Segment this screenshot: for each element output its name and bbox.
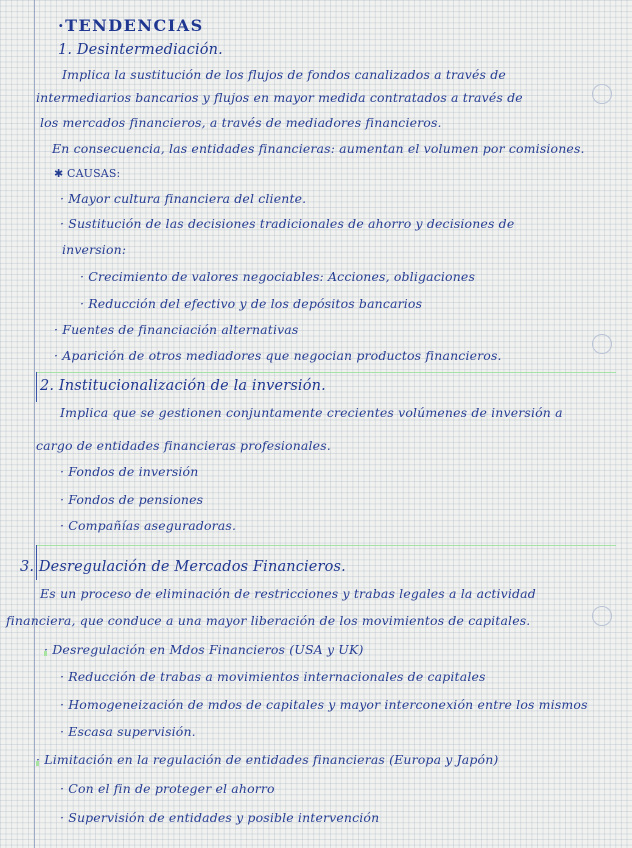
section-2-item: · Fondos de pensiones bbox=[60, 492, 204, 507]
limitacion-subheading: · Limitación en la regulación de entidades financieras (Europa y Japón) bbox=[36, 752, 499, 767]
section-2-paragraph-line-1: Implica que se gestionen conjuntamente crecientes volúmenes de inversión a bbox=[60, 405, 563, 420]
section-2-item: · Compañías aseguradoras. bbox=[60, 518, 237, 533]
causa-subitem: · Crecimiento de valores negociables: Acciones, obligaciones bbox=[80, 269, 476, 284]
section-1-paragraph-line-2: intermediarios bancarios y flujos en mayor medida contratados a través de bbox=[36, 90, 523, 105]
causa-subitem: · Reducción del efectivo y de los depósitos bancarios bbox=[80, 296, 423, 311]
section-2-heading: 2. Institucionalización de la inversión. bbox=[40, 378, 326, 394]
section-3-paragraph-line-1: Es un proceso de eliminación de restricciones y trabas legales a la actividad bbox=[40, 586, 536, 601]
margin-hole-mark bbox=[592, 334, 612, 354]
margin-hole-mark bbox=[592, 606, 612, 626]
causa-item-continuation: inversion: bbox=[62, 242, 127, 257]
desregulacion-subheading: · Desregulación en Mdos Financieros (USA y UK) bbox=[44, 642, 364, 657]
section-marker-bar bbox=[36, 372, 37, 402]
section-1-heading: 1. Desintermediación. bbox=[58, 42, 223, 58]
section-1-paragraph-line-3: los mercados financieros, a través de mediadores financieros. bbox=[40, 115, 442, 130]
section-2-item: · Fondos de inversión bbox=[60, 464, 199, 479]
causa-item: · Sustitución de las decisiones tradicionales de ahorro y decisiones de bbox=[60, 216, 515, 231]
desregulacion-item: · Reducción de trabas a movimientos internacionales de capitales bbox=[60, 669, 486, 684]
section-3-heading: 3. Desregulación de Mercados Financieros. bbox=[20, 559, 346, 575]
desregulacion-item: · Escasa supervisión. bbox=[60, 724, 196, 739]
margin-hole-mark bbox=[592, 84, 612, 104]
limitacion-item: · Supervisión de entidades y posible intervención bbox=[60, 810, 380, 825]
causas-label: ✱ CAUSAS: bbox=[54, 167, 121, 180]
section-1-paragraph-line-1: Implica la sustitución de los flujos de fondos canalizados a través de bbox=[62, 67, 506, 82]
causa-item: · Fuentes de financiación alternativas bbox=[54, 322, 299, 337]
causa-item: · Aparición de otros mediadores que negocian productos financieros. bbox=[54, 348, 502, 363]
limitacion-item: · Con el fin de proteger el ahorro bbox=[60, 781, 275, 796]
section-divider bbox=[36, 372, 616, 373]
section-2-paragraph-line-2: cargo de entidades financieras profesionales. bbox=[36, 438, 331, 453]
desregulacion-item: · Homogeneización de mdos de capitales y mayor interconexión entre los mismos bbox=[60, 697, 588, 712]
section-3-paragraph-line-2: financiera, que conduce a una mayor liberación de los movimientos de capitales. bbox=[6, 613, 531, 628]
section-divider bbox=[36, 545, 616, 546]
section-1-consequence: En consecuencia, las entidades financieras: aumentan el volumen por comisiones. bbox=[52, 141, 585, 156]
causa-item: · Mayor cultura financiera del cliente. bbox=[60, 191, 307, 206]
page-title: ·TENDENCIAS bbox=[58, 16, 204, 35]
